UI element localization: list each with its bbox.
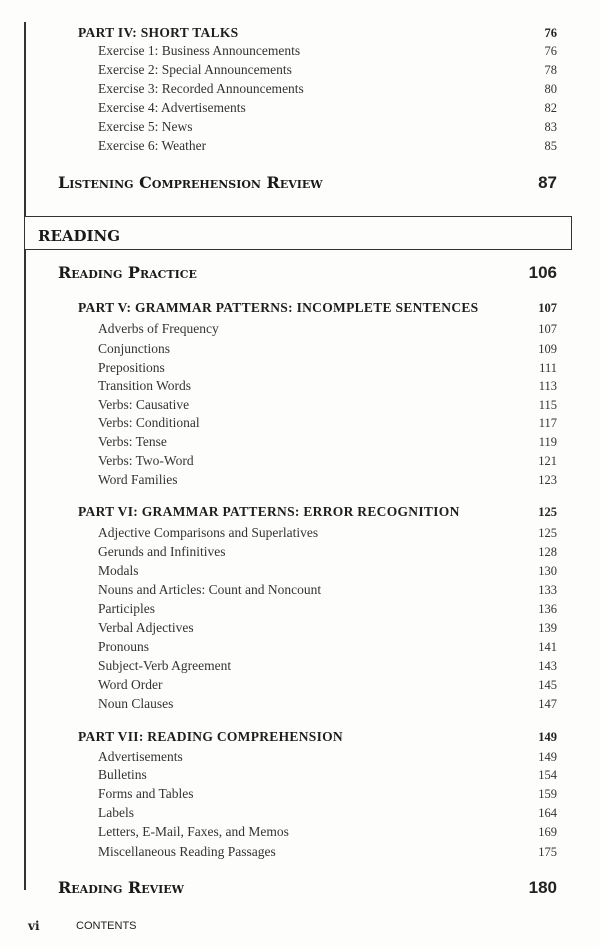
toc-entry-page: 117	[538, 416, 557, 430]
toc-entry-title: Verbs: Two-Word	[98, 453, 194, 468]
toc-entry-title: Verbs: Conditional	[98, 415, 200, 430]
toc-entry-title: Listening Comprehension Review	[58, 173, 323, 192]
toc-item-row	[0, 747, 560, 767]
toc-item-row	[0, 580, 560, 600]
toc-entry-page: 164	[538, 806, 557, 820]
toc-entry-page: 145	[538, 678, 557, 692]
toc-item-row	[0, 60, 560, 80]
toc-entry-page: 143	[538, 659, 557, 673]
toc-part-row	[0, 298, 560, 318]
toc-entry-title: Letters, E-Mail, Faxes, and Memos	[98, 824, 289, 839]
toc-entry-title: Subject-Verb Agreement	[98, 658, 232, 673]
toc-item-row	[0, 694, 560, 714]
toc-entry-page: 78	[544, 63, 557, 77]
toc-entry-title: Verbs: Causative	[98, 397, 190, 412]
toc-entry-title: Word Order	[98, 677, 163, 692]
toc-entry-page: 87	[538, 173, 557, 192]
toc-entry-title: PART V: GRAMMAR PATTERNS: INCOMPLETE SENTENCES	[78, 300, 479, 315]
toc-item-row	[0, 41, 560, 61]
toc-item-row	[0, 136, 560, 156]
toc-entry-title: Reading Review	[58, 878, 185, 897]
toc-entry-page: 180	[528, 878, 557, 897]
toc-item-row	[0, 765, 560, 785]
toc-entry-title: Bulletins	[98, 767, 147, 782]
toc-entry-title: PART IV: SHORT TALKS	[78, 25, 239, 40]
toc-entry-title: Noun Clauses	[98, 696, 174, 711]
toc-entry-page: 107	[538, 301, 557, 315]
toc-item-row	[0, 451, 560, 471]
toc-entry-title: Prepositions	[98, 360, 165, 375]
toc-entry-page: 133	[538, 583, 557, 597]
toc-part-row	[0, 727, 560, 747]
toc-item-row	[0, 561, 560, 581]
toc-entry-title: Exercise 3: Recorded Announcements	[98, 81, 304, 96]
toc-item-row	[0, 822, 560, 842]
toc-entry-page: 121	[538, 454, 557, 468]
toc-entry-title: Exercise 5: News	[98, 119, 193, 134]
toc-item-row	[0, 339, 560, 359]
toc-entry-page: 141	[538, 640, 557, 654]
toc-entry-title: Conjunctions	[98, 341, 171, 356]
toc-entry-page: 107	[538, 322, 557, 336]
toc-entry-title: PART VI: GRAMMAR PATTERNS: ERROR RECOGNITION	[78, 504, 460, 519]
toc-entry-page: 80	[544, 82, 557, 96]
toc-entry-title: PART VII: READING COMPREHENSION	[78, 729, 343, 744]
toc-entry-page: 136	[538, 602, 557, 616]
toc-entry-title: Transition Words	[98, 378, 192, 393]
toc-entry-title: Modals	[98, 563, 139, 578]
toc-entry-title: Word Families	[98, 472, 178, 487]
toc-entry-page: 113	[538, 379, 557, 393]
toc-entry-page: 125	[538, 526, 557, 540]
toc-item-row	[0, 98, 560, 118]
toc-entry-title: Miscellaneous Reading Passages	[98, 844, 276, 859]
toc-entry-page: 123	[538, 473, 557, 487]
toc-item-row	[0, 656, 560, 676]
toc-entry-title: Adjective Comparisons and Superlatives	[98, 525, 319, 540]
toc-entry-title: Exercise 6: Weather	[98, 138, 207, 153]
toc-entry-page: 111	[539, 361, 557, 375]
toc-item-row	[0, 803, 560, 823]
toc-entry-title: Adverbs of Frequency	[98, 321, 219, 336]
toc-entry-page: 76	[544, 44, 557, 58]
toc-entry-page: 83	[544, 120, 557, 134]
toc-review-row	[0, 263, 560, 283]
toc-entry-title: Pronouns	[98, 639, 150, 654]
toc-entry-title: Exercise 2: Special Announcements	[98, 62, 292, 77]
toc-entry-title: Verbs: Tense	[98, 434, 167, 449]
page-number: vi	[28, 919, 40, 933]
toc-entry-title: READING	[38, 227, 121, 245]
toc-entry-page: 125	[538, 505, 557, 519]
toc-entry-title: Nouns and Articles: Count and Noncount	[98, 582, 322, 597]
running-head: CONTENTS	[76, 920, 137, 932]
toc-item-row	[0, 319, 560, 339]
toc-entry-page: 154	[538, 768, 557, 782]
toc-item-row	[0, 542, 560, 562]
page-footer	[28, 919, 137, 934]
toc-entry-page: 130	[538, 564, 557, 578]
toc-item-row	[0, 675, 560, 695]
toc-review-row	[0, 878, 560, 898]
toc-item-row	[0, 599, 560, 619]
toc-section-row	[0, 226, 560, 246]
toc-item-row	[0, 395, 560, 415]
toc-item-row	[0, 784, 560, 804]
toc-entry-title: Verbal Adjectives	[98, 620, 194, 635]
toc-item-row	[0, 358, 560, 378]
toc-entry-title: Participles	[98, 601, 155, 616]
toc-entry-page: 149	[538, 750, 557, 764]
toc-review-row	[0, 173, 560, 193]
toc-item-row	[0, 117, 560, 137]
toc-entry-title: Gerunds and Infinitives	[98, 544, 226, 559]
toc-entry-page: 85	[544, 139, 557, 153]
toc-item-row	[0, 618, 560, 638]
toc-entry-page: 109	[538, 342, 557, 356]
toc-entry-title: Exercise 1: Business Announcements	[98, 43, 301, 58]
toc-item-row	[0, 637, 560, 657]
toc-entry-page: 169	[538, 825, 557, 839]
toc-entry-page: 175	[538, 845, 557, 859]
toc-entry-title: Labels	[98, 805, 134, 820]
toc-entry-page: 147	[538, 697, 557, 711]
toc-entry-title: Reading Practice	[58, 263, 197, 282]
toc-entry-page: 82	[544, 101, 557, 115]
toc-item-row	[0, 470, 560, 490]
toc-entry-page: 159	[538, 787, 557, 801]
toc-part-row	[0, 23, 560, 43]
toc-item-row	[0, 79, 560, 99]
toc-entry-page: 76	[544, 26, 557, 40]
toc-item-row	[0, 842, 560, 862]
toc-entry-page: 128	[538, 545, 557, 559]
toc-item-row	[0, 432, 560, 452]
toc-part-row	[0, 502, 560, 522]
toc-entry-title: Advertisements	[98, 749, 183, 764]
toc-entry-page: 139	[538, 621, 557, 635]
toc-entry-title: Forms and Tables	[98, 786, 194, 801]
toc-entry-page: 106	[528, 263, 557, 282]
toc-entry-page: 115	[538, 398, 557, 412]
toc-entry-page: 119	[538, 435, 557, 449]
toc-item-row	[0, 523, 560, 543]
toc-item-row	[0, 376, 560, 396]
toc-entry-page: 149	[538, 730, 557, 744]
toc-item-row	[0, 413, 560, 433]
toc-entry-title: Exercise 4: Advertisements	[98, 100, 246, 115]
